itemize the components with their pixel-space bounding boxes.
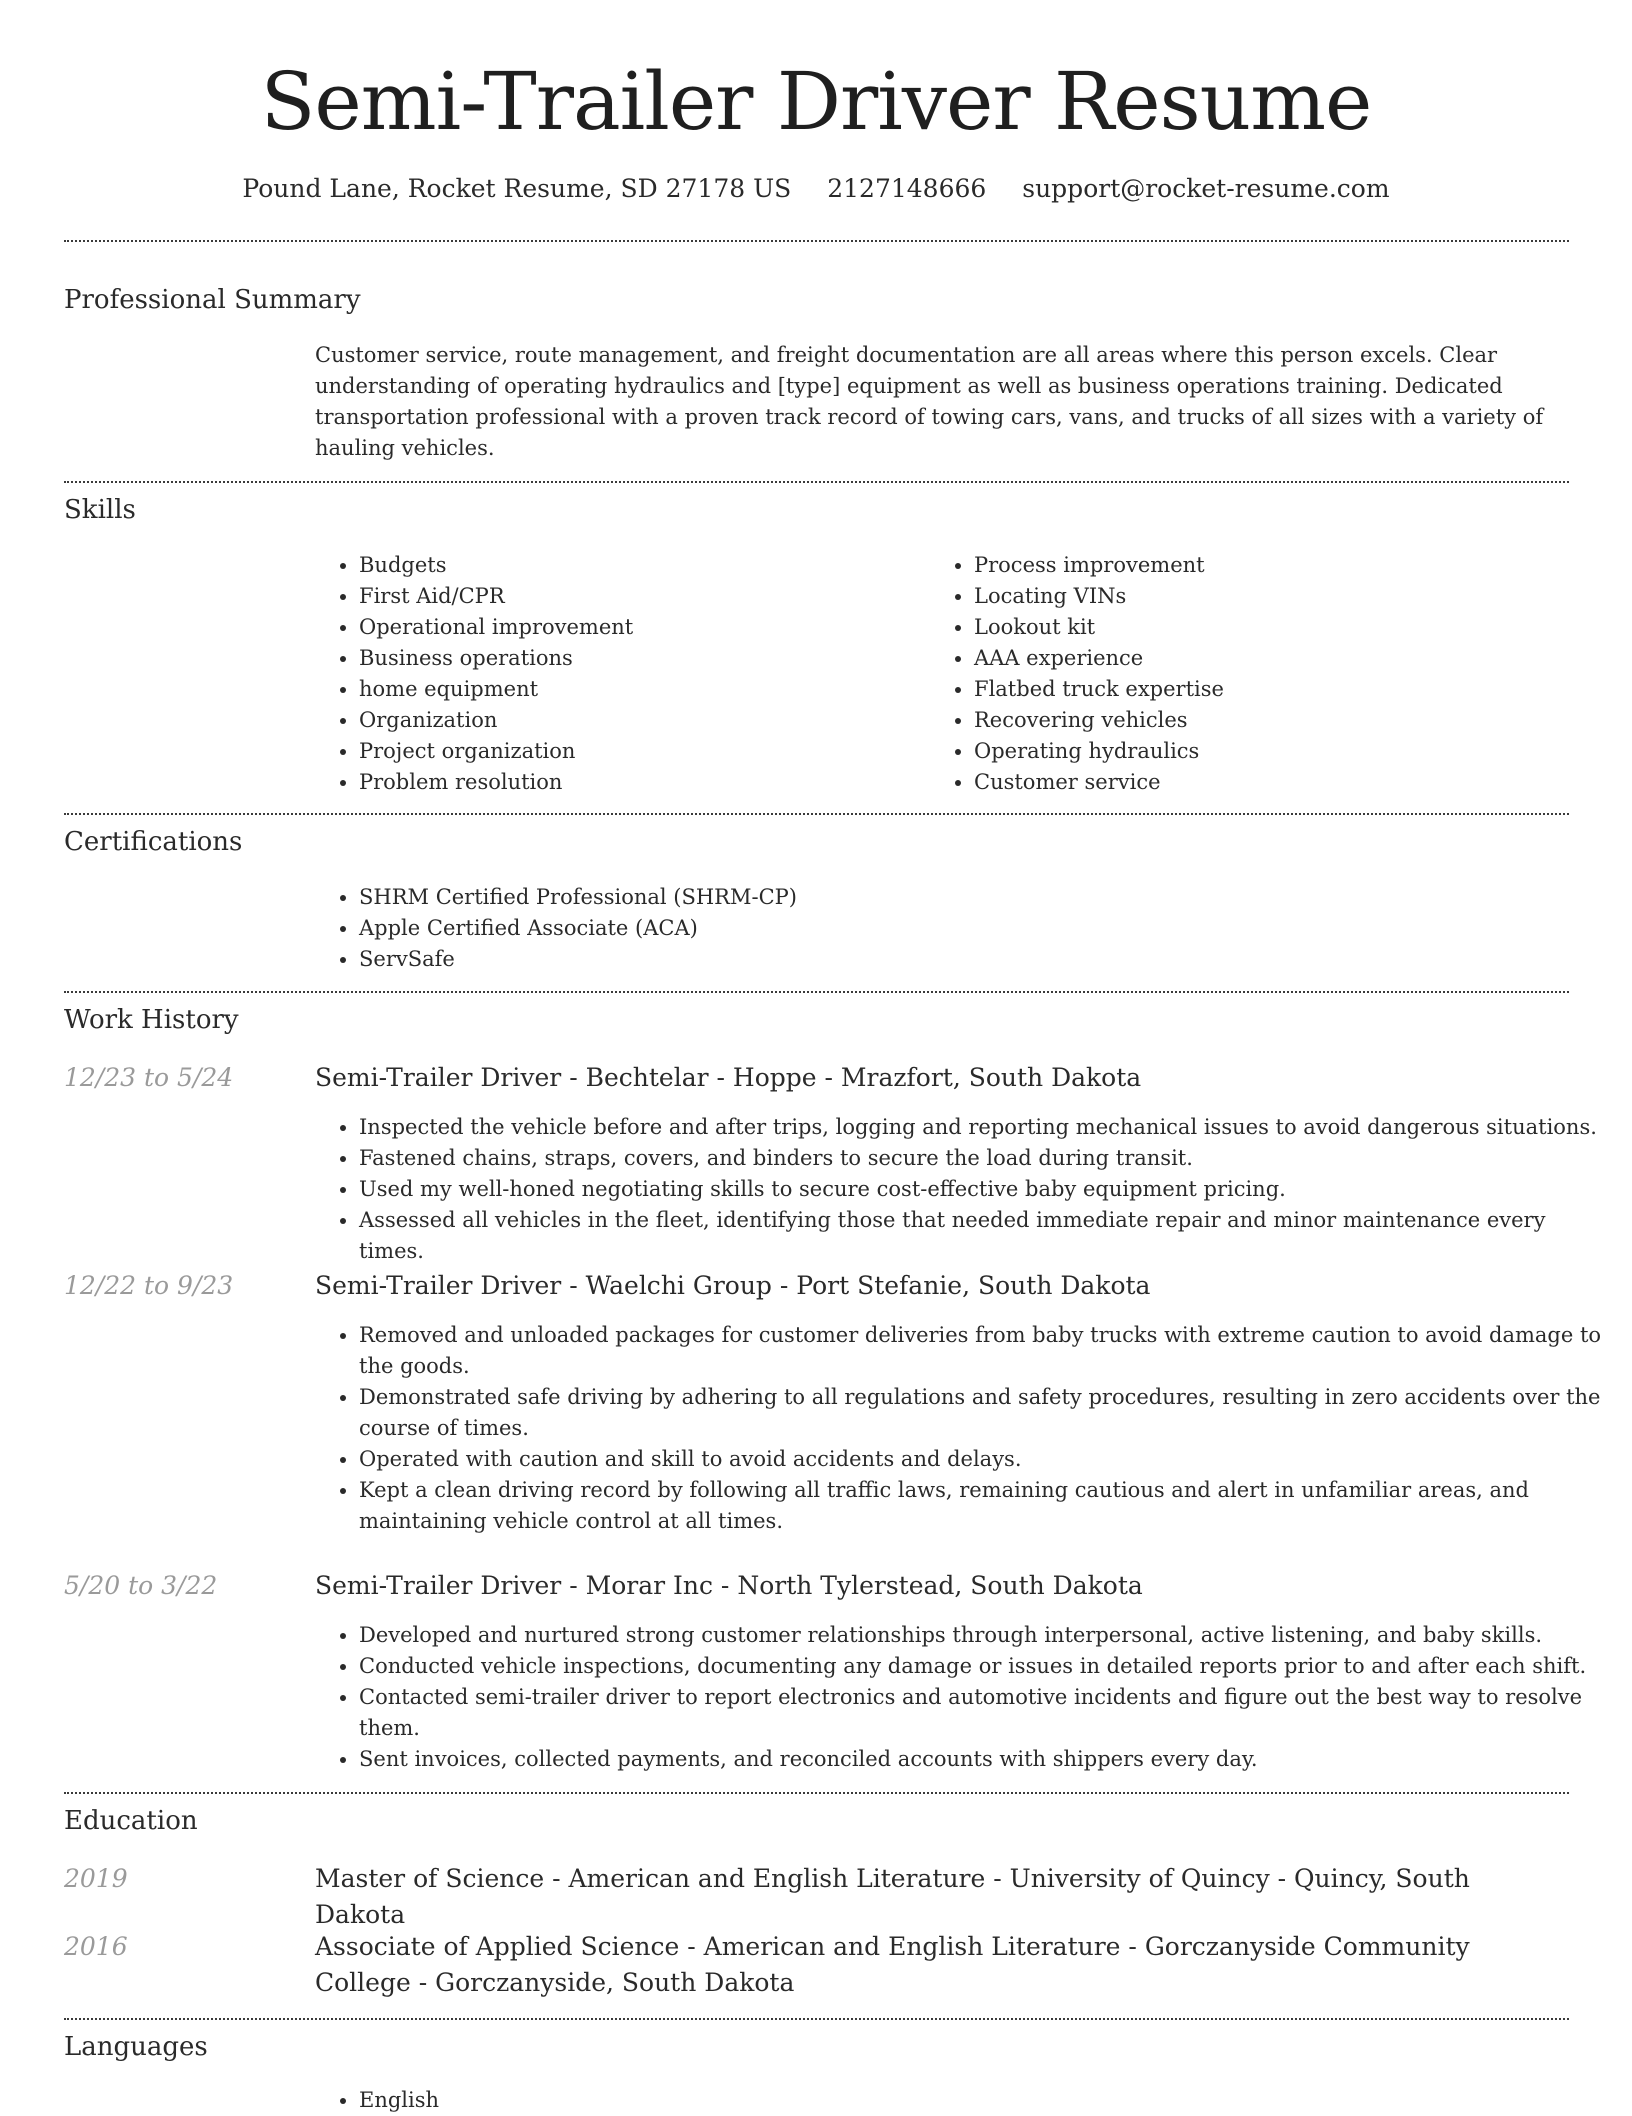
skill-item: • Recovering vehicles bbox=[974, 705, 1574, 736]
education-year: 2016 bbox=[64, 1932, 128, 1961]
job-bullet: • Developed and nurtured strong customer relationships through interpersonal, active listening, and baby skills. bbox=[359, 1620, 1609, 1651]
job-bullets bbox=[315, 1112, 1609, 1267]
education-entry: Associate of Applied Science - American and English Literature - Gorczanyside Community College - Gorczanyside, South Dakota bbox=[315, 1932, 1470, 1997]
job-bullet: • Contacted semi-trailer driver to report electronics and automotive incidents and figure out the best way to resolve them. bbox=[359, 1682, 1609, 1744]
skill-item: • Operating hydraulics bbox=[974, 736, 1574, 767]
job-bullet: • Kept a clean driving record by following all traffic laws, remaining cautious and alert in unfamiliar areas, and maintaining vehicle control at all times. bbox=[359, 1475, 1609, 1537]
languages-heading: Languages bbox=[64, 2032, 208, 2062]
skill-item: • Budgets bbox=[359, 550, 919, 581]
certification-item: • ServSafe bbox=[359, 944, 1559, 975]
skill-item: • Problem resolution bbox=[359, 767, 919, 798]
section-divider bbox=[64, 813, 1569, 815]
contact-phone: 2127148666 bbox=[827, 174, 987, 203]
job-bullet: • Conducted vehicle inspections, documenting any damage or issues in detailed reports prior to and after each shift. bbox=[359, 1651, 1609, 1682]
certification-item: • SHRM Certified Professional (SHRM-CP) bbox=[359, 882, 1559, 913]
education-year: 2019 bbox=[64, 1864, 128, 1893]
skill-item: • Operational improvement bbox=[359, 612, 919, 643]
skill-item: • Locating VINs bbox=[974, 581, 1574, 612]
job-title: Semi-Trailer Driver - Morar Inc - North Tylerstead, South Dakota bbox=[315, 1571, 1143, 1600]
job-dates: 12/23 to 5/24 bbox=[64, 1063, 234, 1092]
job-bullet: • Inspected the vehicle before and after trips, logging and reporting mechanical issues to avoid dangerous situations. bbox=[359, 1112, 1609, 1143]
job-dates: 12/22 to 9/23 bbox=[64, 1271, 234, 1300]
job-bullets bbox=[315, 1620, 1609, 1775]
skill-item: • Process improvement bbox=[974, 550, 1574, 581]
job-bullets bbox=[315, 1320, 1609, 1537]
section-divider bbox=[64, 2018, 1569, 2020]
job-bullet: • Assessed all vehicles in the fleet, identifying those that needed immediate repair and minor maintenance every times. bbox=[359, 1205, 1609, 1267]
contact-line bbox=[0, 172, 1632, 206]
job-title: Semi-Trailer Driver - Bechtelar - Hoppe - Mrazfort, South Dakota bbox=[315, 1063, 1142, 1092]
skill-item: • Project organization bbox=[359, 736, 919, 767]
section-divider bbox=[64, 240, 1569, 242]
work-history-heading: Work History bbox=[64, 1005, 239, 1035]
languages-list bbox=[315, 2085, 959, 2116]
job-bullet: • Sent invoices, collected payments, and reconciled accounts with shippers every day. bbox=[359, 1744, 1609, 1775]
section-divider bbox=[64, 991, 1569, 993]
education-entry: Master of Science - American and English Literature - University of Quincy - Quincy, South Dakota bbox=[315, 1864, 1470, 1929]
certification-item: • Apple Certified Associate (ACA) bbox=[359, 913, 1559, 944]
skills-list-left bbox=[315, 550, 919, 798]
certifications-heading: Certifications bbox=[64, 827, 243, 857]
skill-item: • Flatbed truck expertise bbox=[974, 674, 1574, 705]
job-bullet: • Removed and unloaded packages for customer deliveries from baby trucks with extreme caution to avoid damage to the goods. bbox=[359, 1320, 1609, 1382]
skill-item: • home equipment bbox=[359, 674, 919, 705]
skill-item: • Business operations bbox=[359, 643, 919, 674]
summary-text: Customer service, route management, and freight documentation are all areas where this person excels. Clear understanding of operating hydraulics and [type] equipment as well as business operations training. Dedicated transportation professional with a proven track record of towing cars, vans, and trucks of all sizes with a variety of hauling vehicles. bbox=[315, 343, 1544, 460]
job-bullet: • Fastened chains, straps, covers, and binders to secure the load during transit. bbox=[359, 1143, 1609, 1174]
section-divider bbox=[64, 481, 1569, 483]
resume-title: Semi-Trailer Driver Resume bbox=[260, 55, 1372, 148]
job-bullet: • Demonstrated safe driving by adhering to all regulations and safety procedures, resulting in zero accidents over the course of times. bbox=[359, 1382, 1609, 1444]
section-divider bbox=[64, 1792, 1569, 1794]
skill-item: • AAA experience bbox=[974, 643, 1574, 674]
skill-item: • Customer service bbox=[974, 767, 1574, 798]
contact-address: Pound Lane, Rocket Resume, SD 27178 US bbox=[242, 174, 792, 203]
language-item: • English bbox=[359, 2085, 959, 2116]
contact-email: support@rocket-resume.com bbox=[1022, 174, 1390, 203]
skills-list-right bbox=[930, 550, 1574, 798]
skills-heading: Skills bbox=[64, 495, 136, 525]
skill-item: • Organization bbox=[359, 705, 919, 736]
skill-item: • First Aid/CPR bbox=[359, 581, 919, 612]
job-dates: 5/20 to 3/22 bbox=[64, 1571, 218, 1600]
job-bullet: • Used my well-honed negotiating skills to secure cost-effective baby equipment pricing. bbox=[359, 1174, 1609, 1205]
certifications-list bbox=[315, 882, 1559, 975]
job-title: Semi-Trailer Driver - Waelchi Group - Port Stefanie, South Dakota bbox=[315, 1271, 1151, 1300]
education-heading: Education bbox=[64, 1806, 198, 1836]
skill-item: • Lookout kit bbox=[974, 612, 1574, 643]
job-bullet: • Operated with caution and skill to avoid accidents and delays. bbox=[359, 1444, 1609, 1475]
summary-heading: Professional Summary bbox=[64, 285, 361, 315]
